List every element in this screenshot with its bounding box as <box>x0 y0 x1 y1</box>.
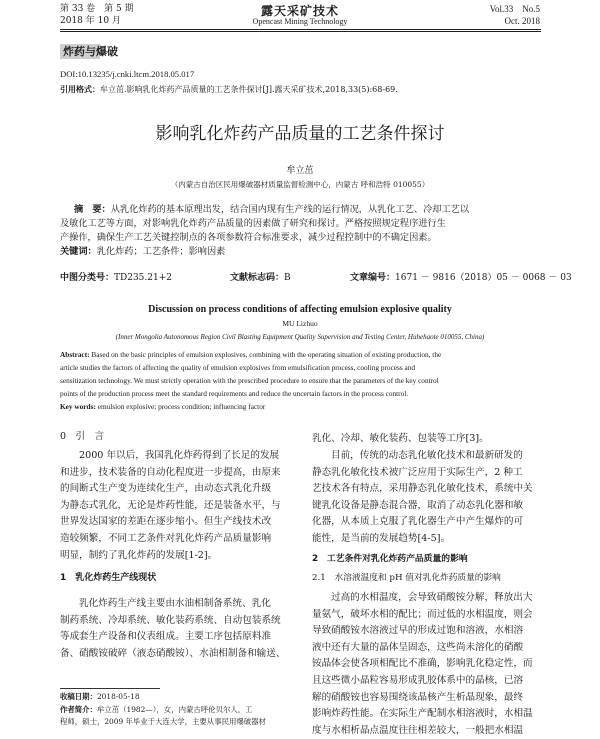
heading-section-2: 2 工艺条件对乳化炸药产品质量的影响 <box>312 554 468 564</box>
journal-name-zh: 露天采矿技术 <box>260 4 339 18</box>
citation-text: 牟立茁.影响乳化炸药产品质量的工艺条件探讨[J].露天采矿技术,2018,33(5):68-69. <box>100 85 398 94</box>
doc-code-value: B <box>284 273 291 283</box>
journal-name-en: Opencast Mining Technology <box>252 17 348 26</box>
abstract-zh-line2: 及敏化工艺等方面，对影响乳化炸药产品质量的因素做了研究和探讨。严格按照规定程序进行生 <box>60 218 446 229</box>
abstract-zh-line1: 摘 要：从乳化炸药的基本原理出发，结合国内现有生产线的运行情况，从乳化工艺、冷却工艺以 <box>74 204 470 215</box>
intro-paragraph-line: 2000 年以后，我国乳化炸药得到了长足的发展 <box>79 450 280 461</box>
section-2-1-paragraph-line: 铵晶体会使各项相配比不准确，影响乳化稳定性，而 <box>312 658 533 670</box>
abstract-zh-line3: 产操作，确保生产工艺关键控制点的各项参数符合标准要求，减少过程控制中的不确定因素。 <box>60 232 437 243</box>
heading-section-1: 1 乳化炸药生产线现状 <box>60 573 157 583</box>
section-2-1-paragraph-line: 液中还有大量的晶体呈固态，这些尚未溶化的硝酸 <box>312 641 524 653</box>
abstract-en-line1: Abstract: Based on the basic principles of emulsion explosives, combining with the operating situation of existing production, the <box>60 350 442 359</box>
trend-paragraph-line: 键乳化设备是静态混合器，取消了动态乳化器和敏 <box>312 499 524 511</box>
section-1-paragraph-line: 等成套生产设备和仪表组成。主要工序包括原料准 <box>60 631 272 643</box>
section-tag: 炸药与爆破 <box>63 45 118 58</box>
keywords-zh-label: 关键词： <box>60 246 97 257</box>
clc-value: TD235.21+2 <box>114 273 172 283</box>
header-rule <box>60 29 541 30</box>
volume-issue-zh: 第 33 卷 第 5 期 <box>60 4 134 14</box>
heading-introduction: 0 引 言 <box>60 431 105 442</box>
intro-paragraph-line: 造较频繁，不同工艺条件对乳化炸药产品质量影响 <box>60 532 272 544</box>
section-1-paragraph-line: 制药系统、冷却系统、敏化装药系统、自动包装系统 <box>60 614 281 626</box>
footnote-rule <box>60 688 160 689</box>
trend-paragraph-line: 艺技术各有特点，采用静态乳化敏化技术，系统中关 <box>312 483 533 495</box>
author-bio-line2: 程师，硕士，2009 年毕业于大连大学，主要从事民用爆破器材 <box>60 717 266 726</box>
abstract-en-line3: sensitization technology. We must strictly operation with the prescribed procedure to ensure that the parameters of the key control <box>60 376 439 385</box>
affiliation-en: (Inner Mongolia Autonomous Region Civil Blasting Equipment Quality Supervision and Testing Center, Huhehaote 010055, China) <box>115 333 485 341</box>
intro-paragraph-line: 为静态式乳化，无论是炸药性能，还是装备水平，与 <box>60 499 281 511</box>
article-no-value: 1671 － 9816（2018）05 － 0068 － 03 <box>395 273 572 283</box>
volume-issue-en: Vol.33 No.5 <box>489 4 540 14</box>
section-2-1-paragraph-line: 解的硝酸铵也容易围绕该晶核产生析晶现象，最终 <box>312 691 524 703</box>
classification-row <box>60 272 572 284</box>
abstract-en-line4: points of the production process meet the standard requirements and reduce the uncertain factors in the process control. <box>60 389 409 398</box>
section-2-1-paragraph-line: 过高的水相温度，会导致硝酸铵分解，释放出大 <box>331 592 533 603</box>
section-2-1-paragraph <box>312 590 541 739</box>
abstract-zh-label: 摘 要： <box>74 204 111 215</box>
intro-paragraph-line: 的间断式生产变为连续化生产，由动态式乳化升级 <box>60 483 272 495</box>
affiliation-zh: （内蒙古自治区民用爆破器材质量监督检测中心，内蒙古 呼和浩特 010055） <box>170 180 430 189</box>
abstract-en-label: Abstract: <box>60 350 90 359</box>
abstract-en-line2: article studies the factors of affecting the quality of emulsion explosives from emulsification process, cooling process and <box>60 363 416 372</box>
keywords-en-label: Key words: <box>60 402 96 411</box>
doi: DOI:10.13235/j.cnki.ltcm.2018.05.017 <box>60 69 195 79</box>
intro-paragraph-line: 明显，制约了乳化炸药的发展[1-2]。 <box>60 549 218 561</box>
clc-label: 中图分类号： <box>60 273 115 283</box>
header-rule-thin <box>60 31 541 32</box>
section-1-paragraph <box>60 596 290 662</box>
trend-paragraph-line: 静态乳化敏化技术被广泛应用于实际生产，2 种工 <box>312 466 523 478</box>
date-zh: 2018 年 10 月 <box>60 16 121 26</box>
title-zh: 影响乳化炸药产品质量的工艺条件探讨 <box>155 124 445 144</box>
keywords-en: Key words: emulsion explosive; process condition; influencing factor <box>60 402 266 411</box>
section-2-1-paragraph-line: 且这些微小晶粒容易形成乳胶体系中的晶核，已溶 <box>312 674 524 686</box>
date-en: Oct. 2018 <box>504 16 540 26</box>
section-1-continuation: 乳化、冷却、敏化装药、包装等工序[3]。 <box>312 433 489 444</box>
trend-paragraph-line: 化器，从本质上克服了乳化器生产中产生爆炸的可 <box>312 516 524 528</box>
trend-paragraph-line: 目前，传统的动态乳化敏化技术和最新研发的 <box>331 450 523 461</box>
intro-paragraph-line: 和进步，技术装备的自动化程度进一步提高，由原来 <box>60 466 281 478</box>
section-2-1-paragraph-line: 量氨气，破坏水相的配比；而过低的水相温度，则会 <box>312 608 533 620</box>
received-date: 收稿日期：2018-05-18 <box>60 692 140 701</box>
intro-paragraph <box>60 448 290 564</box>
section-1-paragraph-line: 乳化炸药生产线主要由水油相制备系统、乳化 <box>79 598 271 609</box>
section-2-1-paragraph-line: 影响炸药性能。在实际生产配制水相溶液时，水相温 <box>312 708 533 720</box>
citation-label: 引用格式： <box>60 84 100 94</box>
section-2-1-paragraph-line: 导致硝酸铵水溶液过早的形成过饱和溶液，水相溶 <box>312 625 524 637</box>
heading-section-2-1: 2.1 水溶液温度和 pH 值对乳化炸药质量的影响 <box>312 573 501 583</box>
author-bio-line1: 作者简介：牟立茁（1982—），女，内蒙古呼伦贝尔人，工 <box>60 705 253 714</box>
trend-paragraph <box>312 448 541 548</box>
author-zh: 牟立茁 <box>286 166 314 176</box>
doc-code-label: 文献标志码： <box>230 273 285 283</box>
section-1-paragraph-line: 备、硝酸铵破碎（液态硝酸铵）、水油相制备和输送、 <box>60 647 286 659</box>
section-2-1-paragraph-line: 度与水相析晶点温度往往相差较大，一般把水相温 <box>312 724 524 736</box>
author-en: MU Lizhuo <box>282 319 318 328</box>
citation <box>60 83 398 96</box>
keywords-zh: 关键词：乳化炸药；工艺条件；影响因素 <box>60 246 226 257</box>
trend-paragraph-line: 能性，是当前的发展趋势[4-5]。 <box>312 532 451 544</box>
intro-paragraph-line: 世界发达国家的差距在逐步缩小。但生产线技术改 <box>60 516 272 528</box>
title-en: Discussion on process conditions of affecting emulsion explosive quality <box>148 304 452 315</box>
article-no-label: 文章编号： <box>350 273 396 283</box>
